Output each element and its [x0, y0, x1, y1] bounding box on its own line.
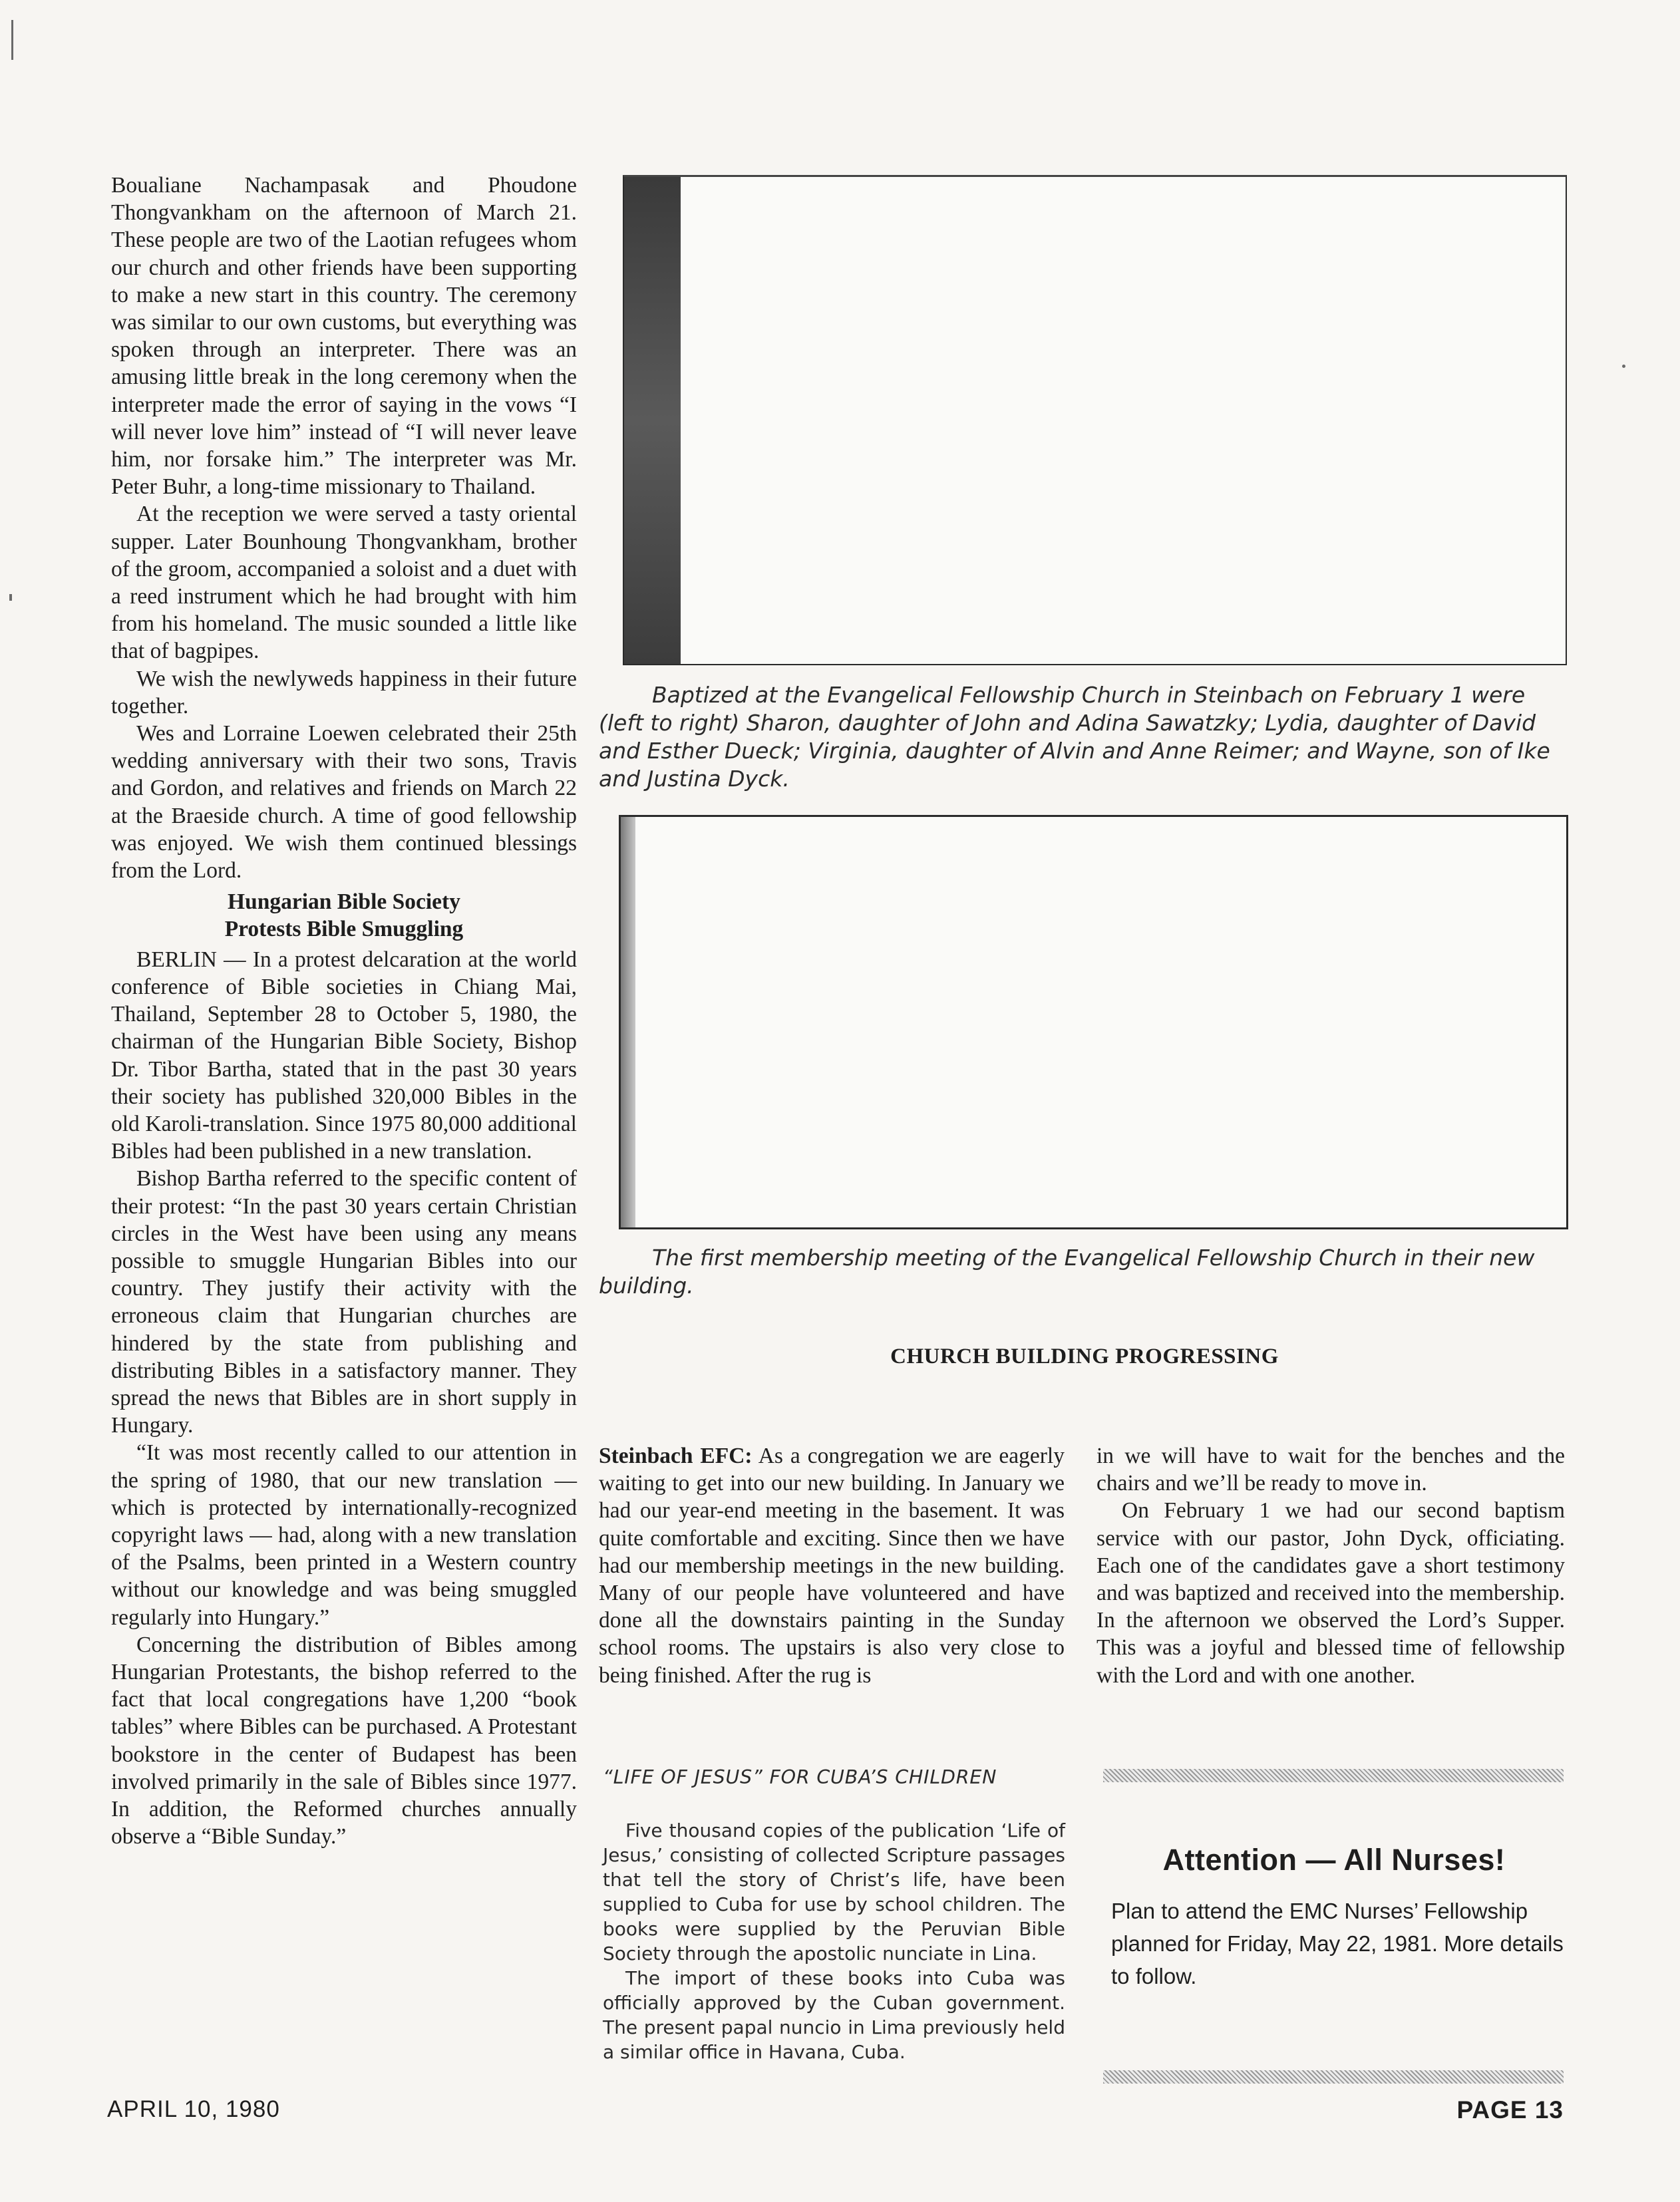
- church-article-lead: Steinbach EFC:: [599, 1444, 753, 1468]
- photo-membership-meeting: [619, 815, 1568, 1229]
- church-article-column-2: [1096, 1442, 1565, 1689]
- paragraph-recent: “It was most recently called to our attention in the spring of 1980, that our new translation — which is protected by internationally-recognized copyright laws — had, along with a new translation of the Psalms, been printed in a Western country without our knowledge and was being smuggled regularly into Hungary.”: [111, 1440, 577, 1630]
- nurses-notice-body: Plan to attend the EMC Nurses’ Fellowship planned for Friday, May 22, 1981. More details to follow.: [1111, 1899, 1564, 1988]
- photo-baptism-edge: [624, 177, 681, 664]
- notice-border-top: [1103, 1769, 1564, 1782]
- headline-church-building: CHURCH BUILDING PROGRESSING: [890, 1344, 1279, 1368]
- caption-membership: The first membership meeting of the Evangelical Fellowship Church in their new building.: [599, 1245, 1535, 1299]
- caption-baptism: Baptized at the Evangelical Fellowship Church in Steinbach on February 1 were (left to right) Sharon, daughter of John and Adina Sawatzky; Lydia, daughter of David and Esther Dueck; Virginia, daughter of Alvin and Anne Reimer; and Wayne, son of Ike and Justina Dyck.: [599, 682, 1550, 792]
- church-article-column-1: [599, 1442, 1065, 1689]
- scan-mark-left-small: [9, 594, 12, 601]
- church-article-baptism: On February 1 we had our second baptism service with our pastor, John Dyck, officiating. Each one of the candidates gave a short testimony and was baptized and received into the membership. In the afternoon we observed the Lord’s Supper. This was a joyful and blessed time of fellowship with the Lord and with one another.: [1096, 1498, 1565, 1688]
- left-column: [111, 172, 577, 1850]
- photo-membership-edge: [621, 817, 635, 1227]
- paragraph-reception: At the reception we were served a tasty oriental supper. Later Bounhoung Thongvankham, brother of the groom, accompanied a soloist and a duet with a reed instrument which he had brought with him from his homeland. The music sounded a little like that of bagpipes.: [111, 502, 577, 664]
- paragraph-bartha: Bishop Bartha referred to the specific content of their protest: “In the past 30 years certain Christian circles in the West have been using any means possible to smuggle Hungarian Bibles into our country. They justify their activity with the erroneous claim that Hungarian churches are hindered by the state from publishing and distributing Bibles in a satisfactory manner. They spread the news that Bibles are in short supply in Hungary.: [111, 1166, 577, 1438]
- paragraph-berlin: BERLIN — In a protest delcaration at the world conference of Bible societies in Chiang Mai, Thailand, September 28 to October 5, 1980, the chairman of the Hungarian Bible Society, Bishop Dr. Tibor Bartha, stated that in the past 30 years their society has published 320,000 Bibles in the old Karoli-translation. Since 1975 80,000 additional Bibles had been published in a new translation.: [111, 947, 577, 1164]
- scan-mark-left: [11, 20, 13, 60]
- life-of-jesus-para-2: The import of these books into Cuba was officially approved by the Cuban government. The present papal nuncio in Lima previously held a similar office in Havana, Cuba.: [603, 1967, 1065, 2063]
- photo-baptism: [623, 175, 1567, 665]
- scan-dot-right: [1622, 365, 1625, 368]
- headline-hungarian: Hungarian Bible Society Protests Bible Smuggling: [224, 889, 464, 942]
- life-of-jesus-body: [603, 1818, 1065, 2064]
- church-article-text: As a congregation we are eagerly waiting to get into our new building. In January we had our year-end meeting in the basement. It was quite comfortable and exciting. Since then we have had our membership meetings in the new building. Many of our people have volunteered and have done all the downstairs painting in the Sunday school rooms. The upstairs is also very close to being finished. After the rug is: [599, 1444, 1065, 1688]
- paragraph-wedding: Boualiane Nachampasak and Phoudone Thongvankham on the afternoon of March 21. These people are two of the Laotian refugees whom our church and other friends have been supporting to make a new start in this country. The ceremony was similar to our own customs, but everything was spoken through an interpreter. There was an amusing little break in the long ceremony when the interpreter made the error of saying in the vows “I will never love him” instead of “I will never leave him, nor forsake him.” The interpreter was Mr. Peter Buhr, a long-time missionary to Thailand.: [111, 173, 577, 500]
- paragraph-wish: We wish the newlyweds happiness in their future together.: [111, 666, 577, 718]
- church-article-continued: in we will have to wait for the benches and the chairs and we’ll be ready to move in.: [1096, 1444, 1565, 1496]
- headline-life-of-jesus: “LIFE OF JESUS” FOR CUBA’S CHILDREN: [603, 1766, 997, 1788]
- nurses-notice-title: Attention — All Nurses!: [1162, 1843, 1506, 1877]
- footer-date: APRIL 10, 1980: [107, 2096, 280, 2122]
- life-of-jesus-para-1: Five thousand copies of the publication ‘Life of Jesus,’ consisting of collected Scripture passages that tell the story of Christ’s life, have been supplied to Cuba for use by school children. The books were supplied by the Peruvian Bible Society through the apostolic nunciate in Lina.: [603, 1819, 1065, 1965]
- notice-border-bottom: [1103, 2070, 1564, 2084]
- paragraph-distribution: Concerning the distribution of Bibles among Hungarian Protestants, the bishop referred to the fact that local congregations have 1,200 “book tables” where Bibles can be purchased. A Protestant bookstore in the center of Budapest has been involved primarily in the sale of Bibles since 1977. In addition, the Reformed churches annually observe a “Bible Sunday.”: [111, 1632, 577, 1849]
- footer-page-number: PAGE 13: [1456, 2096, 1564, 2123]
- paragraph-anniversary: Wes and Lorraine Loewen celebrated their 25th wedding anniversary with their two sons, Travis and Gordon, and relatives and friends on March 22 at the Braeside church. A time of good fellowship was enjoyed. We wish them continued blessings from the Lord.: [111, 721, 577, 883]
